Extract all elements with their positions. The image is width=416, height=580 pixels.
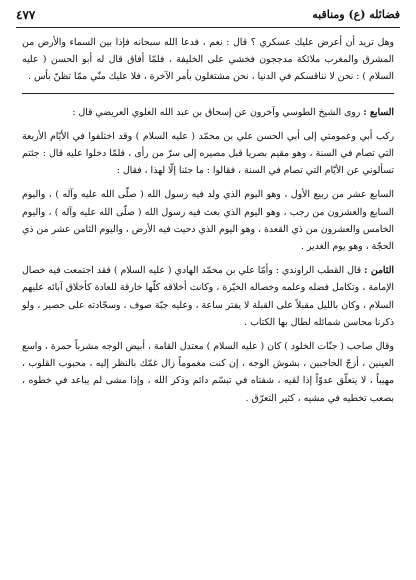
paragraph-3: ركب أبي وعمومتي إلى أبي الحسن علي بن محمّد ( عليه السلام ) وقد اختلفوا في الأيّام الأربعة التي تصام في السنة ، وهو مقيم بصريا قبل مصيره إلى سرّ من رأى ، فلمّا دخلوا عليه قال : جئتم تسألوني عن الأيّام التي تصام في السنة ، فقالوا : ما جئنا إلّا لهذا ، فقال : <box>22 130 394 177</box>
body-text <box>22 34 394 414</box>
header-rule <box>16 27 400 28</box>
section-label-seventh: السابع : <box>363 106 394 118</box>
paragraph-2 <box>22 104 394 121</box>
paragraph-5-text: قال القطب الراوندي : وأمّا علي بن محمّد الهادي ( عليه السلام ) فقد اجتمعت فيه خصال الإمامة ، وتكامل فضله وعلمه وخصاله الخيّرة ، وكانت أخلاقه كلّها خارقة للعادة كأخلاق آبائه عليهم السلام ، وكان بالليل مقبلاً على القبلة لا يفتر ساعة ، وعليه جبّة صوف ، وسجّادته على حصير ، ولو ذكرنا محاسن شمائله لطال بها الكتاب . <box>22 265 394 328</box>
paragraph-1: وهل تريد أن أعرض عليك عسكري ؟ قال : نعم ، فدعا الله سبحانه فإذا بين السماء والأرض من المشرق والمغرب ملائكة مدججون فخشي على الخليفة ، فلمّا أفاق قال له أبو الحسن ( عليه السلام ) : نحن لا نناقسكم في الدنيا ، نحن مشتغلون بأمر الآخرة ، فلا عليك منّي ممّا تظنّ بأس . <box>22 37 394 83</box>
running-title: فضائله (ع) ومناقبه <box>312 8 400 21</box>
paragraph-6: وقال صاحب ( جنّات الخلود ) كان ( عليه السلام ) معتدل القامة ، أبيض الوجه مشرباً حمرة ، واسع العينين ، أزجّ الحاجبين ، بشوش الوجه ، إن كنت مغموماً زال غمّك بالنظر إليه ، محبوب القلوب ، مهيباً ، لا يتعلّق عدوّاً إذا لقيه ، شفتاه في تبسّم دائم وذكر الله ، وإذا مشى لم يباعد في خطوه ، بصعب تخطيه في مشيه ، كثير التعرّق . <box>22 341 394 404</box>
page-header <box>16 6 400 24</box>
paragraph-2-text: روى الشيخ الطوسي وآخرون عن إسحاق بن عبد الله العلوي العريضي قال : <box>72 106 361 118</box>
paragraph-4: السابع عشر من ربيع الأول ، وهو اليوم الذي ولد فيه رسول الله ( صلّى الله عليه وآله ) ، واليوم السابع والعشرون من رجب ، وهو اليوم الذي بعث فيه رسول الله ( صلّى الله عليه وآله ) ، واليوم الخامس والعشرون من ذي القعدة ، وهو اليوم الذي دحيت فيه الأرض ، واليوم الثامن عشر من ذي الحجّة ، وهو يوم الغدير . <box>22 189 394 253</box>
section-label-eighth: الثامن : <box>364 265 394 277</box>
page-number: ٤٧٧ <box>16 8 36 22</box>
paragraph-5 <box>22 262 394 331</box>
section-divider <box>22 93 394 94</box>
